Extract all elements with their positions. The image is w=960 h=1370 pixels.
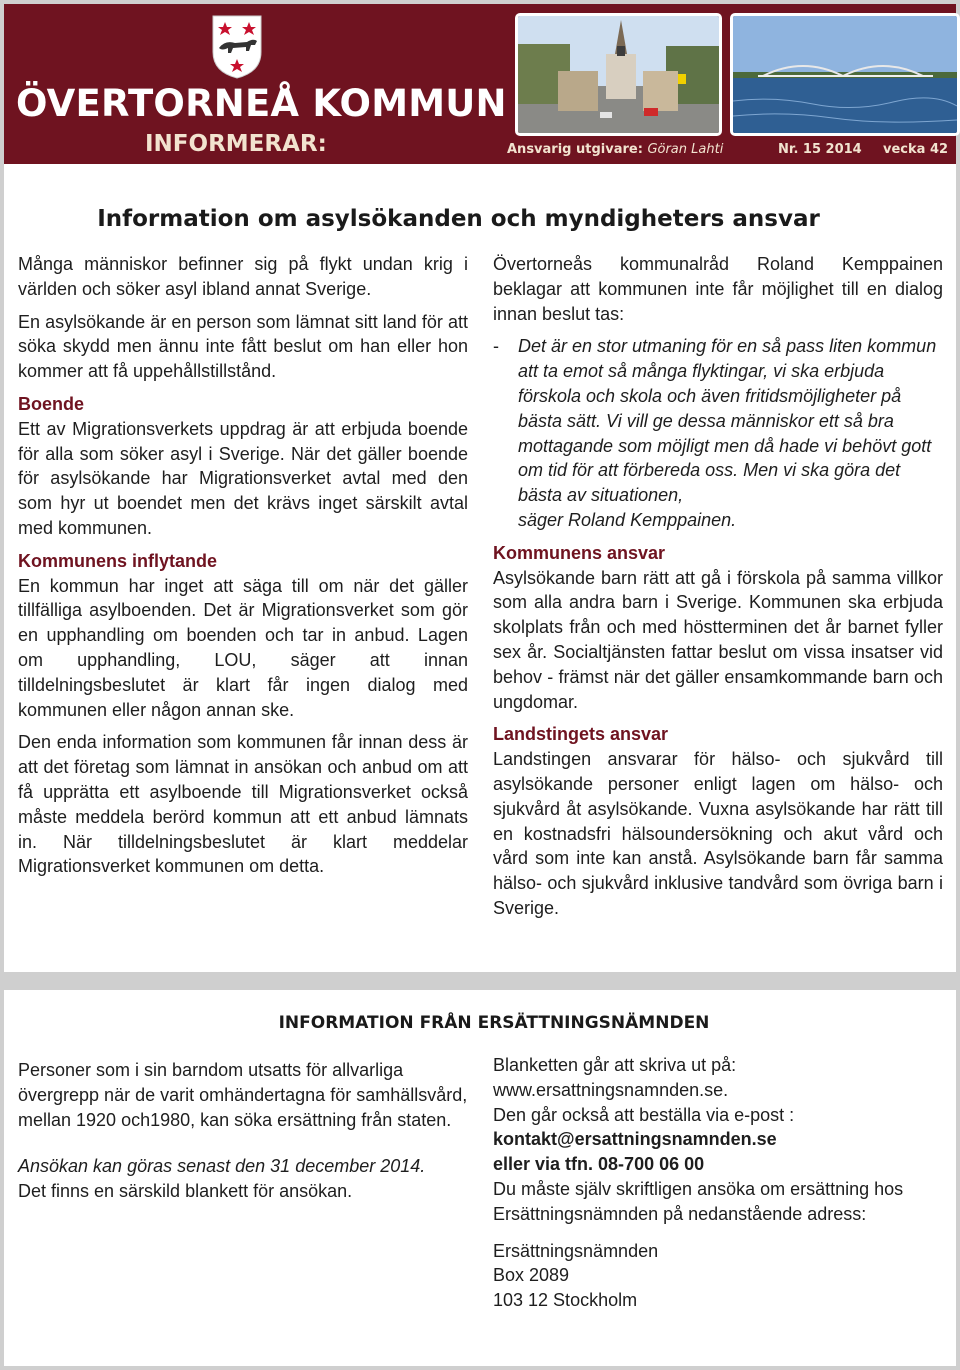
website-link[interactable]: www.ersattningsnamnden.se.	[493, 1079, 729, 1100]
text-line: Den går också att beställa via e-post :	[493, 1104, 795, 1125]
quote-text: Det är en stor utmaning för en så pass liten kommun att ta emot så många flyktingar, vi ska erbjuda förskola och skola och även fritidsmöjligheter på bästa sätt. Vi vill ge dessa människor ett så bra mottagande som möjligt men då hade vi behövt gott om tid för att förbereda oss. Men vi ska göra det bästa av situationen,	[518, 336, 937, 506]
article-right-column	[493, 252, 943, 929]
notice-left-column	[18, 1058, 468, 1212]
text-line: Blanketten går att skriva ut på:	[493, 1055, 737, 1075]
quote-dash: -	[493, 336, 499, 357]
paragraph: En asylsökande är en person som lämnat sitt land för att söka skydd men ännu inte fått beslut om han eller hon kommer att få uppehållstillstånd.	[18, 311, 468, 382]
section-heading: Landstingets ansvar	[493, 724, 669, 745]
email-link[interactable]: kontakt@ersattningsnamnden.se	[493, 1129, 777, 1150]
section-divider	[0, 972, 960, 990]
issue-number: Nr. 15 2014	[778, 142, 862, 157]
phone-number: eller via tfn. 08-700 06 00	[493, 1154, 705, 1175]
paragraph: Den enda information som kommunen får innan dess är att det företag som lämnat in ansökan och anbud om att få upprätta ett asylboende till Migrationsverket också måste meddela berörd kommun att ett anbud lämnats in. När tilldelningsbeslutet är klart meddelar Migrationsverket kommunen om detta.	[18, 732, 468, 877]
notice-right-column	[493, 1053, 943, 1313]
paragraph: Personer som i sin barndom utsatts för allvarliga övergrepp när de varit omhändertagna för samhällsvård, mellan 1920 och1980, kan söka ersättning från staten.	[18, 1060, 468, 1130]
masthead-title: ÖVERTORNEÅ KOMMUN	[16, 82, 507, 125]
masthead-subtitle: INFORMERAR:	[145, 131, 327, 157]
municipal-crest-icon	[211, 14, 263, 80]
paragraph: En kommun har inget att säga till om när det gäller tillfälliga asylboenden. Det är Migrationsverket som gör en upphandling om boenden och tar in anbud. Lagen om upphandling, LOU, säger att innan tilldelningsbeslutet är klart får ingen dialog med kommunen eller någon annan ske.	[18, 575, 468, 720]
paragraph: Övertorneås kommunalråd Roland Kemppainen beklagar att kommunen inte får möjlighet till en dialog innan beslut tas:	[493, 254, 943, 324]
notice-title: INFORMATION FRÅN ERSÄTTNINGSNÄMNDEN	[278, 1013, 710, 1033]
publisher-info	[507, 142, 723, 157]
publisher-name: Göran Lahti	[647, 142, 724, 157]
paragraph: Ett av Migrationsverkets uppdrag är att erbjuda boende för alla som söker asyl i Sverige. När det gäller boende för asylsökande har Migrationsverket avtal med den som hyr ut boendet men det krävs inget särskilt avtal med kommunen.	[18, 418, 468, 538]
issue-week: vecka 42	[883, 142, 949, 157]
quote-attribution: säger Roland Kemppainen.	[518, 509, 737, 530]
address-box: Box 2089	[493, 1265, 570, 1286]
text-line: Du måste själv skriftligen ansöka om ersättning hos Ersättningsnämnden på nedanstående adress:	[493, 1178, 904, 1224]
address-city: 103 12 Stockholm	[493, 1290, 638, 1311]
section-heading: Kommunens ansvar	[493, 542, 666, 563]
paragraph: Det finns en särskild blankett för ansökan.	[18, 1181, 353, 1202]
deadline-text: Ansökan kan göras senast den 31 december 2014.	[18, 1156, 426, 1177]
publisher-label: Ansvarig utgivare:	[507, 142, 643, 157]
paragraph: Landstingen ansvarar för hälso- och sjukvård till asylsökande personer enligt lagen om hälso- och sjukvård åt asylsökande. Vuxna asylsökande har rätt till en kostnadsfri hälsoundersökning och akut vård och vård som inte kan anstå. Asylsökande barn får samma hälso- och sjukvård inklusive tandvård som övriga barn i Sverige.	[493, 749, 943, 918]
quote-block	[493, 334, 943, 532]
section-heading: Kommunens inflytande	[18, 550, 218, 571]
address-name: Ersättningsnämnden	[493, 1240, 659, 1261]
paragraph: Många människor befinner sig på flykt undan krig i världen och söker asyl ibland annat Sverige.	[18, 254, 468, 299]
masthead	[4, 4, 956, 164]
paragraph: Asylsökande barn rätt att gå i förskola på samma villkor som alla andra barn i Sverige. Kommunen ska erbjuda skolplats från och med höstterminen det år barnet fyller sex år. Socialtjänsten fattar beslut om vissa insatser vid behov - främst när det gäller ensamkommande barn och ungdomar.	[493, 567, 943, 712]
bridge-river-photo	[730, 13, 960, 136]
article-title: Information om asylsökanden och myndigheters ansvar	[97, 206, 820, 232]
section-heading: Boende	[18, 393, 85, 414]
article-left-column	[18, 252, 468, 887]
church-street-photo	[515, 13, 722, 136]
